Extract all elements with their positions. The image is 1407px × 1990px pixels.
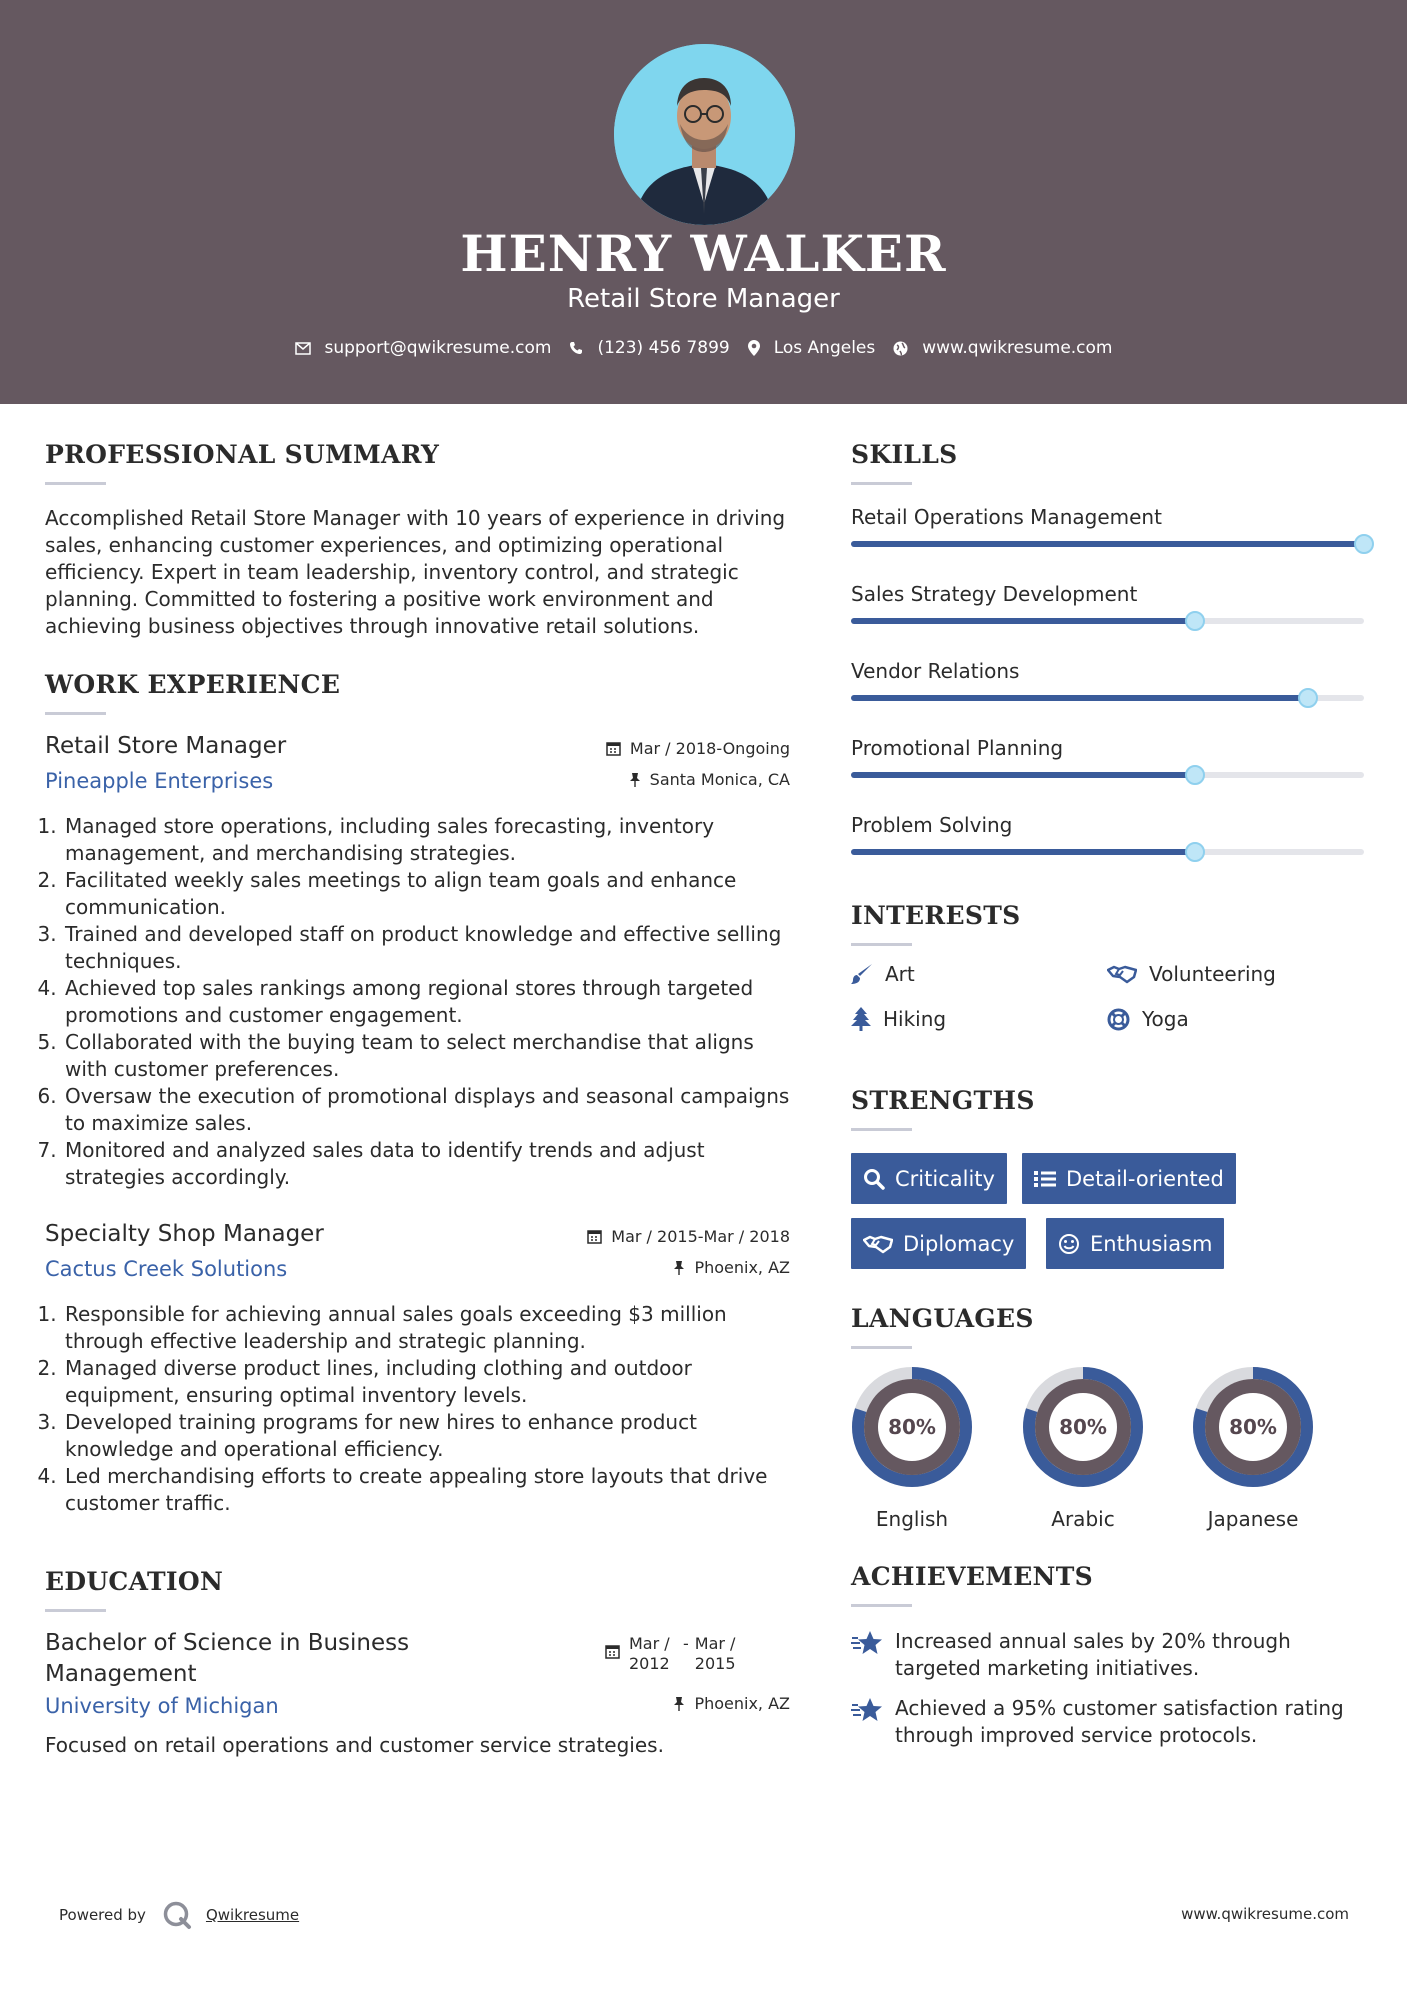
calendar-icon [605, 1644, 620, 1659]
education-start: Mar / 2012 [629, 1634, 670, 1673]
skill-bar-knob [1185, 765, 1205, 785]
languages-heading: LANGUAGES [851, 1304, 1034, 1333]
contact-email-text: support@qwikresume.com [324, 338, 552, 358]
language-donut [1191, 1365, 1315, 1489]
job-dates-text: Mar / 2018-Ongoing [629, 739, 790, 758]
education-end: Mar / 2015 [694, 1634, 736, 1673]
skill-bar-fill [851, 618, 1195, 624]
skill-name: Sales Strategy Development [851, 582, 1138, 606]
contact-location-text: Los Angeles [773, 338, 876, 358]
profile-photo [614, 44, 795, 225]
skill-name: Retail Operations Management [851, 505, 1162, 529]
job-header [45, 733, 790, 797]
job-bullet: 1. Responsible for achieving annual sales goals exceeding $3 million through effective leadership and strategic planning. [63, 1301, 790, 1355]
qwikresume-link[interactable]: Qwikresume [205, 1906, 300, 1924]
skill-bar [851, 772, 1364, 778]
skill-bar-fill [851, 849, 1195, 855]
achievements-section [851, 1562, 1366, 1747]
pushpin-icon [673, 1260, 685, 1275]
job-entry [45, 733, 790, 1191]
language-donut [850, 1365, 974, 1489]
skill-bar-knob [1354, 534, 1374, 554]
left-column [45, 440, 790, 1759]
job-bullet: 5. Collaborated with the buying team to select merchandise that aligns with customer preferences. [63, 1029, 790, 1083]
job-dates [587, 1227, 790, 1246]
education-description: Focused on retail operations and customer service strategies. [45, 1733, 664, 1757]
education-location-text: Phoenix, AZ [694, 1694, 790, 1713]
skills-section [851, 440, 1366, 890]
strength-label: Criticality [895, 1166, 995, 1191]
strengths-list [851, 1131, 1366, 1261]
skills-list [851, 505, 1366, 890]
list-icon [1034, 1170, 1056, 1188]
footer-website[interactable]: www.qwikresume.com [1181, 1905, 1349, 1923]
strengths-section [851, 1086, 1366, 1261]
footer-branding [59, 1900, 299, 1930]
education-location [673, 1694, 790, 1713]
interest-label: Yoga [1142, 1007, 1189, 1031]
skill-name: Promotional Planning [851, 736, 1064, 760]
skill-bar-fill [851, 695, 1308, 701]
education-heading: EDUCATION [45, 1567, 224, 1596]
summary-heading: PROFESSIONAL SUMMARY [45, 440, 440, 469]
right-column [851, 440, 1366, 1747]
job-bullets [45, 813, 790, 1191]
language-name: English [875, 1507, 949, 1531]
job-company[interactable]: Cactus Creek Solutions [45, 1257, 288, 1281]
language-name: Japanese [1207, 1507, 1299, 1531]
interest-label: Hiking [883, 1007, 947, 1031]
section-divider [851, 482, 912, 485]
strength-label: Diplomacy [903, 1231, 1015, 1256]
pushpin-icon [629, 772, 641, 787]
job-bullet: 4. Led merchandising efforts to create appealing store layouts that drive customer traffic. [63, 1463, 790, 1517]
contact-phone-text: (123) 456 7899 [597, 338, 730, 358]
strength-chip [851, 1153, 1007, 1204]
job-bullet: 3. Trained and developed staff on product knowledge and effective selling techniques. [63, 921, 790, 975]
language-percent-label: 80% [1229, 1415, 1277, 1439]
date-separator: - [683, 1634, 689, 1653]
interest-label: Art [885, 962, 915, 986]
calendar-icon [606, 741, 621, 756]
lifebuoy-icon [1107, 1008, 1130, 1031]
language-percent-label: 80% [888, 1415, 936, 1439]
job-title: Specialty Shop Manager [45, 1221, 324, 1247]
language-item [1021, 1365, 1145, 1531]
search-icon [863, 1168, 885, 1190]
job-location-text: Santa Monica, CA [649, 770, 790, 789]
smile-icon [1058, 1233, 1080, 1255]
job-bullet: 7. Monitored and analyzed sales data to identify trends and adjust strategies accordingly. [63, 1137, 790, 1191]
paintbrush-icon [851, 963, 873, 985]
calendar-icon [587, 1229, 602, 1244]
languages-section [851, 1304, 1366, 1529]
skill-bar [851, 618, 1364, 624]
qwikresume-logo-icon [162, 1900, 192, 1930]
job-bullet: 2. Facilitated weekly sales meetings to align team goals and enhance communication. [63, 867, 790, 921]
education-dates [605, 1634, 743, 1674]
job-location-text: Phoenix, AZ [694, 1258, 790, 1277]
map-pin-icon [748, 340, 760, 356]
interests-section [851, 901, 1366, 1036]
experience-section [45, 670, 790, 1517]
powered-by-text: Powered by [59, 1906, 146, 1924]
skill-item [851, 736, 1366, 813]
interest-item [1107, 962, 1276, 986]
job-header [45, 1221, 790, 1285]
achievement-text: Achieved a 95% customer satisfaction rating through improved service protocols. [895, 1696, 1344, 1747]
achievements-list [851, 1607, 1366, 1747]
header-band [0, 0, 1407, 404]
job-bullet: 1. Managed store operations, including sales forecasting, inventory management, and merchandising strategies. [63, 813, 790, 867]
job-entry [45, 1221, 790, 1517]
achievement-item [851, 1628, 1364, 1682]
interest-item [1107, 1007, 1189, 1031]
language-item [1191, 1365, 1315, 1531]
language-percent-label: 80% [1059, 1415, 1107, 1439]
candidate-title: Retail Store Manager [567, 284, 840, 314]
experience-heading: WORK EXPERIENCE [45, 670, 341, 699]
summary-text: Accomplished Retail Store Manager with 10 years of experience in driving sales, enhancing customer experiences, and optimizing operational efficiency. Expert in team leadership, inventory control, and strategic planning. Committed to fostering a positive work environment and achieving business objectives through innovative retail solutions. [45, 506, 786, 638]
skill-bar-fill [851, 541, 1364, 547]
skill-bar [851, 849, 1364, 855]
skill-bar-knob [1185, 842, 1205, 862]
education-entry [45, 1628, 790, 1724]
envelope-icon [295, 342, 311, 355]
skill-bar-fill [851, 772, 1195, 778]
education-section [45, 1567, 790, 1759]
interest-item [851, 1007, 946, 1031]
languages-list [851, 1349, 1366, 1529]
candidate-name: HENRY WALKER [460, 224, 947, 283]
job-dates [606, 739, 790, 758]
job-dates-text: Mar / 2015-Mar / 2018 [611, 1227, 790, 1246]
achievements-heading: ACHIEVEMENTS [851, 1562, 1093, 1591]
job-bullets [45, 1301, 790, 1517]
interest-label: Volunteering [1149, 962, 1276, 986]
strength-chip [851, 1218, 1026, 1269]
summary-section [45, 440, 790, 640]
tree-icon [851, 1007, 871, 1031]
globe-icon [893, 341, 908, 356]
skill-bar-knob [1185, 611, 1205, 631]
section-divider [45, 1609, 106, 1612]
job-location [673, 1258, 790, 1277]
interests-list [851, 946, 1366, 1036]
language-name: Arabic [1051, 1507, 1115, 1531]
skill-item [851, 505, 1366, 582]
interests-heading: INTERESTS [851, 901, 1021, 930]
handshake-icon [1107, 964, 1137, 984]
school-name[interactable]: University of Michigan [45, 1694, 279, 1718]
job-bullet: 2. Managed diverse product lines, including clothing and outdoor equipment, ensuring optimal inventory levels. [63, 1355, 790, 1409]
star-icon [851, 1697, 883, 1723]
star-icon [851, 1630, 883, 1656]
achievement-item [851, 1695, 1364, 1749]
contact-bar [0, 338, 1407, 358]
skill-item [851, 582, 1366, 659]
job-location [629, 770, 790, 789]
contact-website[interactable] [893, 338, 1112, 358]
person-photo-icon [614, 44, 795, 225]
skill-name: Vendor Relations [851, 659, 1020, 683]
handshake-icon [863, 1234, 893, 1254]
language-item [850, 1365, 974, 1531]
job-bullet: 4. Achieved top sales rankings among regional stores through targeted promotions and customer engagement. [63, 975, 790, 1029]
skills-heading: SKILLS [851, 440, 958, 469]
language-donut [1021, 1365, 1145, 1489]
contact-email[interactable] [295, 338, 552, 358]
skill-item [851, 659, 1366, 736]
strength-chip [1022, 1153, 1236, 1204]
job-company[interactable]: Pineapple Enterprises [45, 769, 274, 793]
strengths-heading: STRENGTHS [851, 1086, 1035, 1115]
strength-label: Detail-oriented [1066, 1166, 1224, 1191]
degree-title: Bachelor of Science in Business Management [45, 1630, 410, 1687]
skill-name: Problem Solving [851, 813, 1013, 837]
skill-bar-knob [1298, 688, 1318, 708]
skill-bar [851, 695, 1364, 701]
section-divider [45, 712, 106, 715]
contact-website-text: www.qwikresume.com [922, 338, 1113, 358]
skill-item [851, 813, 1366, 890]
section-divider [45, 482, 106, 485]
contact-location [748, 338, 876, 358]
strength-label: Enthusiasm [1090, 1231, 1213, 1256]
strength-chip [1046, 1218, 1224, 1269]
interest-item [851, 962, 915, 986]
skill-bar [851, 541, 1364, 547]
job-bullet: 6. Oversaw the execution of promotional displays and seasonal campaigns to maximize sales. [63, 1083, 790, 1137]
job-bullet: 3. Developed training programs for new hires to enhance product knowledge and operational efficiency. [63, 1409, 790, 1463]
contact-phone[interactable] [569, 338, 729, 358]
achievement-text: Increased annual sales by 20% through targeted marketing initiatives. [895, 1629, 1291, 1680]
job-title: Retail Store Manager [45, 733, 287, 759]
phone-icon [569, 341, 583, 355]
pushpin-icon [673, 1696, 685, 1711]
